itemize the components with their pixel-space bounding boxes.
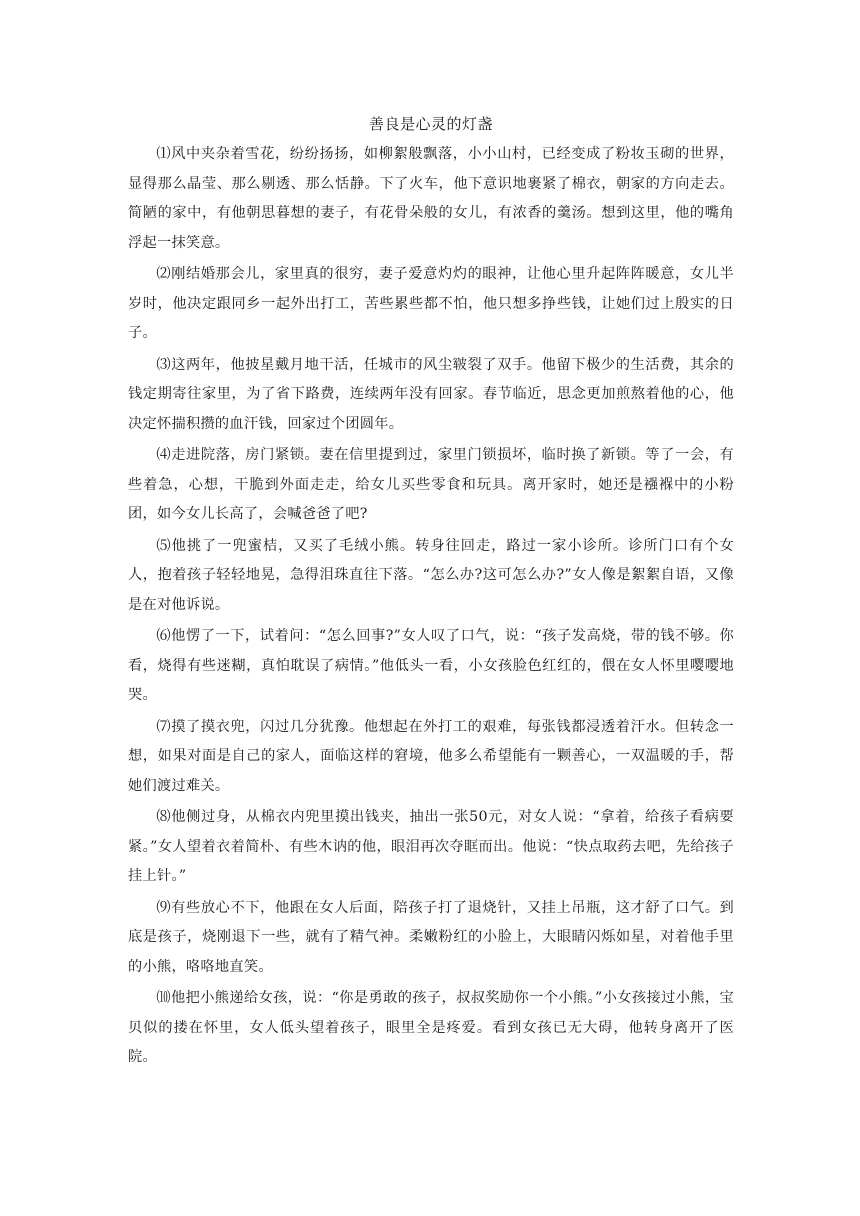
paragraph-9: ⑼有些放心不下，他跟在女人后面，陪孩子打了退烧针，又挂上吊瓶，这才舒了口气。到底是孩子，烧刚退下一些，就有了精气神。柔嫩粉红的小脸上，大眼睛闪烁如星，对着他手里的小熊，咯咯地直笑。 xyxy=(128,899,734,975)
paragraph-3: ⑶这两年，他披星戴月地干活，任城市的风尘皲裂了双手。他留下极少的生活费，其余的钱定期寄往家里，为了省下路费，连续两年没有回家。春节临近，思念更加煎熬着他的心，他决定怀揣积攒的血汗钱，回家过个团圆年。 xyxy=(128,356,734,432)
paragraph-1: ⑴风中夹杂着雪花，纷纷扬扬，如柳絮般飘落，小小山村，已经变成了粉妆玉砌的世界，显得那么晶莹、那么剔透、那么恬静。下了火车，他下意识地裹紧了棉衣，朝家的方向走去。简陋的家中，有他朝思暮想的妻子，有花骨朵般的女儿，有浓香的羹汤。想到这里，他的嘴角浮起一抹笑意。 xyxy=(128,146,734,251)
paragraph-10: ⑽他把小熊递给女孩，说：“你是勇敢的孩子，叔叔奖励你一个小熊。”小女孩接过小熊，宝贝似的搂在怀里，女人低头望着孩子，眼里全是疼爱。看到女孩已无大碍，他转身离开了医院。 xyxy=(128,990,734,1065)
document-page xyxy=(128,112,734,1075)
paragraph-8: ⑻他侧过身，从棉衣内兜里摸出钱夹，抽出一张50元，对女人说：“拿着，给孩子看病要紧。”女人望着衣着简朴、有些木讷的他，眼泪再次夺眶而出。他说：“快点取药去吧，先给孩子挂上针。” xyxy=(128,809,734,884)
paragraph-6: ⑹他愣了一下，试着问：“怎么回事?”女人叹了口气，说：“孩子发高烧，带的钱不够。你看，烧得有些迷糊，真怕耽误了病情。”他低头一看，小女孩脸色红红的，偎在女人怀里嘤嘤地哭。 xyxy=(128,628,734,703)
paragraph-5: ⑸他挑了一兜蜜桔，又买了毛绒小熊。转身往回走，路过一家小诊所。诊所门口有个女人，抱着孩子轻轻地晃，急得泪珠直往下落。“怎么办?这可怎么办?”女人像是絮絮自语，又像是在对他诉说。 xyxy=(128,537,734,613)
paragraph-2: ⑵刚结婚那会儿，家里真的很穷，妻子爱意灼灼的眼神，让他心里升起阵阵暖意，女儿半岁时，他决定跟同乡一起外出打工，苦些累些都不怕，他只想多挣些钱，让她们过上殷实的日子。 xyxy=(128,266,734,341)
paragraph-7: ⑺摸了摸衣兜，闪过几分犹豫。他想起在外打工的艰难，每张钱都浸透着汗水。但转念一想，如果对面是自己的家人，面临这样的窘境，他多么希望能有一颗善心，一双温暖的手，帮她们渡过难关。 xyxy=(128,718,734,794)
paragraph-4: ⑷走进院落，房门紧锁。妻在信里提到过，家里门锁损坏，临时换了新锁。等了一会，有些着急，心想，干脆到外面走走，给女儿买些零食和玩具。离开家时，她还是襁褓中的小粉团，如今女儿长高了，会喊爸爸了吧? xyxy=(128,447,734,522)
document-title: 善良是心灵的灯盏 xyxy=(368,115,493,133)
